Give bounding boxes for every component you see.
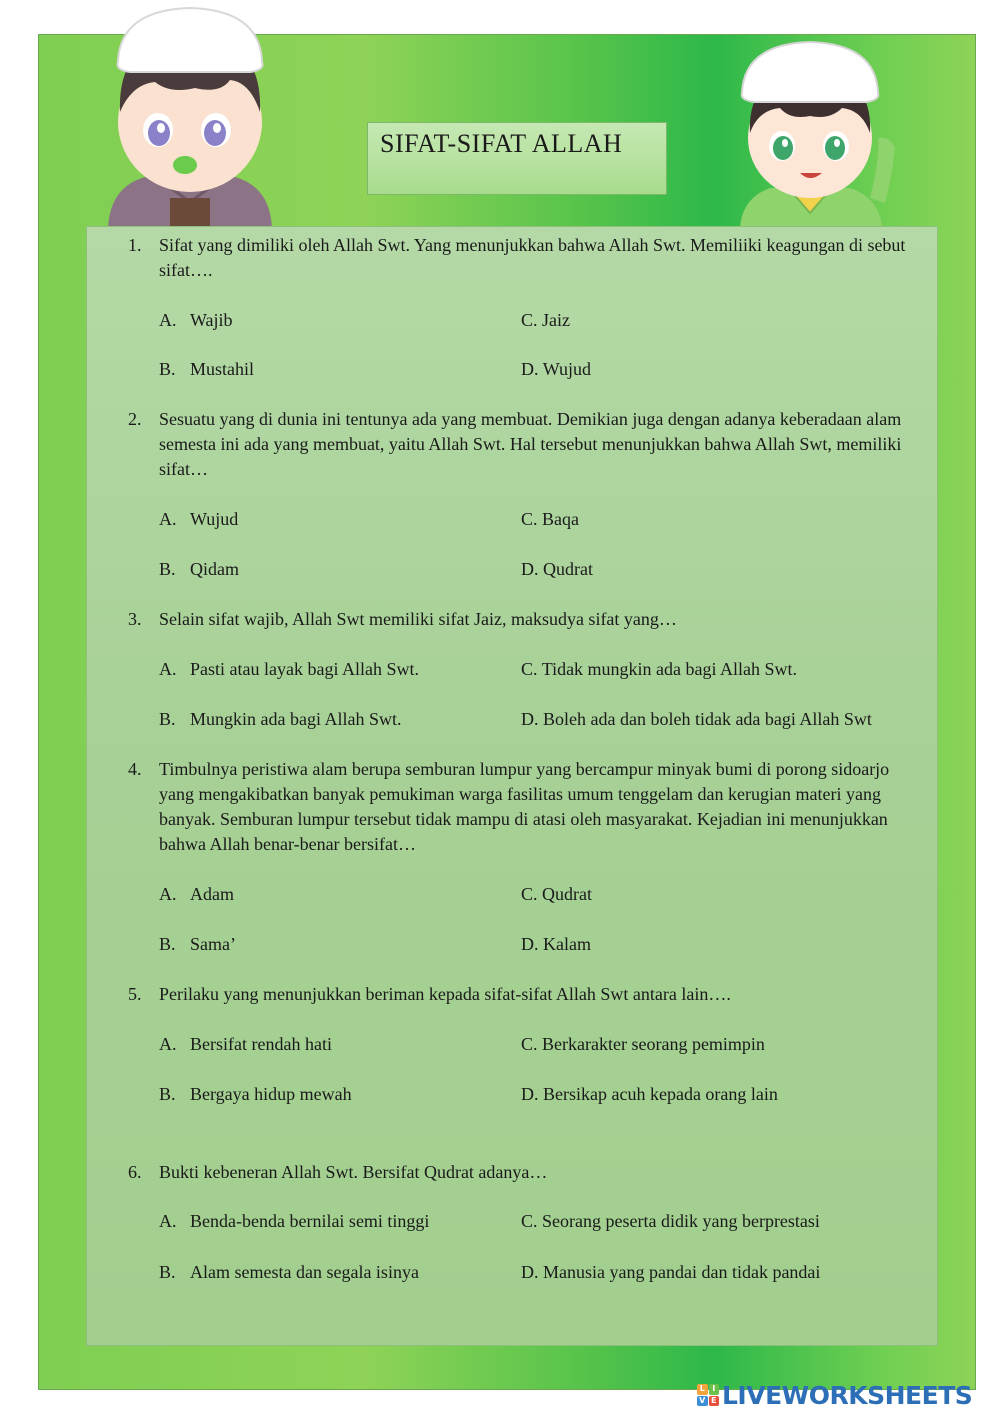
option-letter: C. <box>521 310 538 330</box>
question-number: 3. <box>128 609 142 629</box>
option-5d[interactable] <box>521 1082 778 1107</box>
option-letter: D. <box>521 709 539 729</box>
option-letter: C. <box>521 1211 538 1231</box>
option-text: Qudrat <box>543 559 593 579</box>
option-letter: C. <box>521 509 538 529</box>
option-1a[interactable] <box>159 308 233 333</box>
option-2a[interactable] <box>159 507 238 532</box>
question-text: Sifat yang dimiliki oleh Allah Swt. Yang menunjukkan bahwa Allah Swt. Memiliiki keagungan di sebut sifat…. <box>159 235 906 280</box>
option-text: Qidam <box>190 559 239 579</box>
question-text: Timbulnya peristiwa alam berupa semburan lumpur yang bercampur minyak bumi di porong sidoarjo yang mengakibatkan banyak pemukiman warga fasilitas umum tenggelam dan kerugian materi yang banyak. Semburan lumpur tersebut tidak mampu di atasi oleh masyarakat. Kejadian ini menunjukkan bahwa Allah benar-benar bersifat… <box>159 759 890 854</box>
option-text: Mungkin ada bagi Allah Swt. <box>190 709 402 729</box>
option-letter: D. <box>521 934 539 954</box>
option-text: Wajib <box>190 310 233 330</box>
question-6 <box>128 1160 918 1185</box>
page-title: SIFAT-SIFAT ALLAH <box>380 129 623 158</box>
question-3 <box>128 607 918 632</box>
option-5c[interactable] <box>521 1032 765 1057</box>
question-number: 4. <box>128 759 142 779</box>
question-text: Perilaku yang menunjukkan beriman kepada sifat-sifat Allah Swt antara lain…. <box>159 984 731 1004</box>
option-1b[interactable] <box>159 357 254 382</box>
option-5b[interactable] <box>159 1082 352 1107</box>
option-2c[interactable] <box>521 507 579 532</box>
option-3b[interactable] <box>159 707 401 732</box>
option-letter: C. <box>521 1034 538 1054</box>
option-text: Manusia yang pandai dan tidak pandai <box>543 1262 821 1282</box>
option-letter: B. <box>159 1084 176 1104</box>
question-number: 5. <box>128 984 142 1004</box>
option-text: Bersifat rendah hati <box>190 1034 332 1054</box>
option-letter: A. <box>159 509 177 529</box>
right-boy-illustration <box>730 38 900 228</box>
question-4 <box>128 757 918 857</box>
option-letter: B. <box>159 359 176 379</box>
question-text: Sesuatu yang di dunia ini tentunya ada yang membuat. Demikian juga dengan adanya keberadaan alam semesta ini ada yang membuat, yaitu Allah Swt. Hal tersebut menunjukkan bahwa Allah Swt, memiliki sifat… <box>159 409 902 479</box>
option-6a[interactable] <box>159 1209 429 1234</box>
option-4b[interactable] <box>159 932 236 957</box>
option-text: Wujud <box>542 359 591 379</box>
option-5a[interactable] <box>159 1032 332 1057</box>
option-3d[interactable] <box>521 707 872 732</box>
option-letter: D. <box>521 359 539 379</box>
option-text: Benda-benda bernilai semi tinggi <box>190 1211 430 1231</box>
option-text: Bergaya hidup mewah <box>190 1084 352 1104</box>
option-3c[interactable] <box>521 657 797 682</box>
option-6b[interactable] <box>159 1260 419 1285</box>
option-letter: B. <box>159 934 176 954</box>
liveworksheets-logo-icon: L I V E <box>697 1384 719 1406</box>
question-1 <box>128 233 918 283</box>
option-text: Baqa <box>542 509 579 529</box>
option-letter: B. <box>159 559 176 579</box>
option-text: Berkarakter seorang pemimpin <box>542 1034 765 1054</box>
option-text: Alam semesta dan segala isinya <box>190 1262 419 1282</box>
question-5 <box>128 982 918 1007</box>
option-letter: C. <box>521 884 538 904</box>
option-text: Wujud <box>190 509 239 529</box>
option-6d[interactable] <box>521 1260 820 1285</box>
option-letter: B. <box>159 709 176 729</box>
option-text: Tidak mungkin ada bagi Allah Swt. <box>541 659 798 679</box>
question-text: Selain sifat wajib, Allah Swt memiliki sifat Jaiz, maksudya sifat yang… <box>159 609 677 629</box>
option-2b[interactable] <box>159 557 239 582</box>
option-text: Jaiz <box>542 310 570 330</box>
option-1c[interactable] <box>521 308 570 333</box>
option-3a[interactable] <box>159 657 419 682</box>
option-text: Sama’ <box>190 934 236 954</box>
option-text: Seorang peserta didik yang berprestasi <box>542 1211 820 1231</box>
option-4d[interactable] <box>521 932 591 957</box>
option-text: Bersikap acuh kepada orang lain <box>543 1084 778 1104</box>
brand-name: LIVEWORKSHEETS <box>722 1380 973 1410</box>
option-text: Qudrat <box>542 884 592 904</box>
question-number: 6. <box>128 1162 142 1182</box>
option-letter: A. <box>159 659 177 679</box>
option-letter: B. <box>159 1262 176 1282</box>
title-box <box>367 122 667 195</box>
option-letter: A. <box>159 1211 177 1231</box>
option-text: Adam <box>190 884 234 904</box>
option-6c[interactable] <box>521 1209 820 1234</box>
option-letter: C. <box>521 659 538 679</box>
option-text: Pasti atau layak bagi Allah Swt. <box>190 659 419 679</box>
question-2 <box>128 407 918 482</box>
option-letter: D. <box>521 559 539 579</box>
option-text: Mustahil <box>190 359 255 379</box>
option-letter: A. <box>159 1034 177 1054</box>
question-number: 1. <box>128 235 142 255</box>
liveworksheets-brand[interactable] <box>697 1378 972 1412</box>
question-text: Bukti kebeneran Allah Swt. Bersifat Qudrat adanya… <box>159 1162 548 1182</box>
option-letter: D. <box>521 1084 539 1104</box>
left-boy-illustration <box>100 2 280 228</box>
option-text: Kalam <box>543 934 591 954</box>
option-letter: A. <box>159 310 177 330</box>
option-letter: A. <box>159 884 177 904</box>
question-number: 2. <box>128 409 142 429</box>
option-1d[interactable] <box>521 357 591 382</box>
option-4a[interactable] <box>159 882 234 907</box>
option-letter: D. <box>521 1262 539 1282</box>
option-text: Boleh ada dan boleh tidak ada bagi Allah Swt <box>543 709 872 729</box>
option-2d[interactable] <box>521 557 593 582</box>
option-4c[interactable] <box>521 882 592 907</box>
